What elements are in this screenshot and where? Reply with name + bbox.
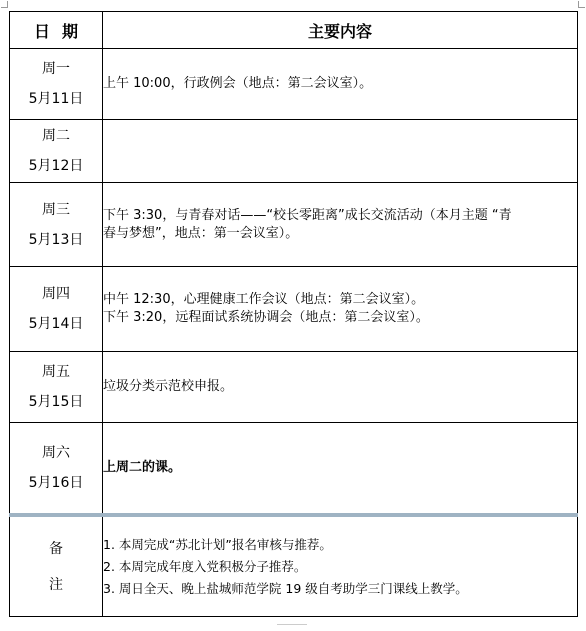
content-cell — [103, 423, 578, 516]
weekday-label: 周六 — [42, 445, 70, 461]
content-cell — [103, 352, 578, 423]
date-label: 5月16日 — [28, 475, 84, 491]
date-cell — [10, 183, 103, 267]
note-item: 2. 本周完成年度入党积极分子推荐。 — [103, 558, 307, 574]
note-item: 1. 本周完成“苏北计划”报名审核与推荐。 — [103, 536, 332, 552]
content-cell — [103, 267, 578, 352]
weekday-label: 周三 — [42, 201, 70, 218]
date-label: 5月12日 — [28, 158, 84, 174]
content-line: 下午 3:30，与青春对话——“校长零距离”成长交流活动（本月主题 “青 — [103, 207, 512, 223]
table-row — [10, 183, 578, 267]
content-line: 中午 12:30，心理健康工作会议（地点：第二会议室）。 — [103, 292, 425, 307]
weekday-label: 周二 — [42, 128, 70, 144]
notes-label: 备 — [49, 540, 63, 557]
header-row — [10, 12, 578, 49]
date-column-header: 日期 — [10, 12, 103, 49]
table-row — [10, 352, 578, 423]
weekly-schedule-table — [9, 11, 578, 617]
content-line: 春与梦想”，地点：第一会议室）。 — [103, 225, 299, 241]
content-line: 上周二的课。 — [103, 460, 182, 475]
content-line: 下午 3:20，远程面试系统协调会（地点：第二会议室）。 — [103, 310, 429, 325]
page-edge-mark — [277, 624, 307, 631]
date-cell — [10, 49, 103, 120]
weekday-label: 周五 — [42, 364, 70, 380]
content-cell — [103, 183, 578, 267]
date-label: 5月13日 — [28, 231, 84, 248]
date-cell — [10, 120, 103, 183]
notes-row — [10, 515, 578, 617]
notes-cell — [103, 515, 578, 617]
date-cell — [10, 423, 103, 516]
weekday-label: 周一 — [42, 61, 70, 77]
table-row — [10, 267, 578, 352]
notes-label: 注 — [49, 576, 63, 593]
content-line: 上午 10:00，行政例会（地点：第二会议室）。 — [103, 76, 373, 91]
content-column-header: 主要内容 — [103, 12, 578, 49]
table-row — [10, 120, 578, 183]
schedule-document — [9, 11, 577, 617]
table-row — [10, 49, 578, 120]
date-cell — [10, 352, 103, 423]
content-line: 垃圾分类示范校申报。 — [103, 379, 234, 394]
date-label: 5月11日 — [28, 91, 84, 107]
page-corner-mark — [1, 1, 8, 8]
page-corner-mark — [578, 1, 585, 8]
content-cell — [103, 120, 578, 183]
date-label: 5月15日 — [28, 394, 84, 410]
date-cell — [10, 267, 103, 352]
date-label: 5月14日 — [28, 316, 84, 332]
weekday-label: 周四 — [42, 286, 70, 302]
content-cell — [103, 49, 578, 120]
note-item: 3. 周日全天、晚上盐城师范学院 19 级自考助学三门课线上教学。 — [103, 580, 468, 596]
notes-label-cell — [10, 515, 103, 617]
table-row — [10, 423, 578, 516]
